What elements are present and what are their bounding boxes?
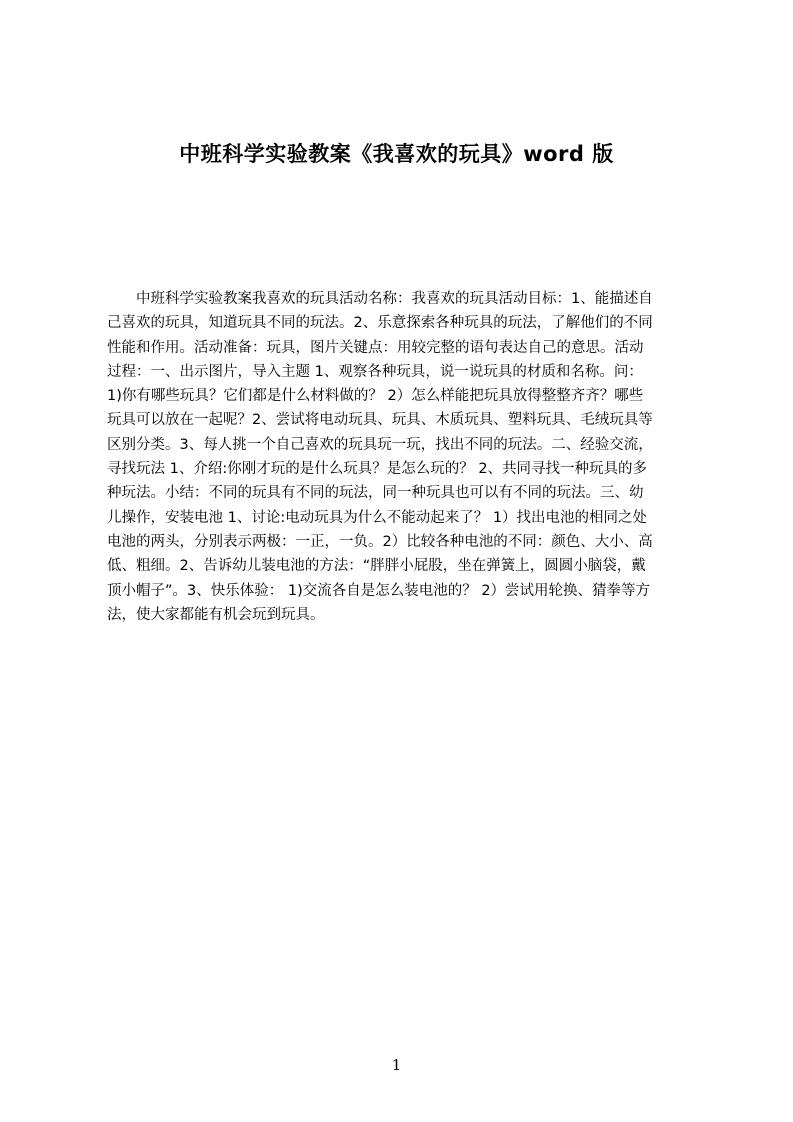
body-line: 1)你有哪些玩具？它们都是什么材料做的？ 2）怎么样能把玩具放得整整齐齐？哪些 [107,388,644,405]
page-number: 1 [391,1056,402,1074]
body-line: 己喜欢的玩具，知道玩具不同的玩法。2、乐意探索各种玩具的玩法，了解他们的不同 [107,315,653,332]
body-line: 顶小帽子”。3、快乐体验： 1)交流各自是怎么装电池的？ 2）尝试用轮换、猜拳等方 [107,582,651,599]
body-line: 玩具可以放在一起呢？2、尝试将电动玩具、玩具、木质玩具、塑料玩具、毛绒玩具等 [107,412,653,429]
body-line: 中班科学实验教案我喜欢的玩具活动名称：我喜欢的玩具活动目标：1、能描述自 [136,291,653,307]
body-line: 寻找玩法 1、介绍:你刚才玩的是什么玩具？是怎么玩的？ 2、共同寻找一种玩具的多 [107,461,648,478]
body-line: 低、粗细。2、告诉幼儿装电池的方法：“胖胖小屁股，坐在弹簧上，圆圆小脑袋，戴 [107,558,646,575]
body-line: 法，使大家都能有机会玩到玩具。 [107,606,325,623]
page-title: 中班科学实验教案《我喜欢的玩具》word 版 [179,142,614,166]
body-line: 儿操作，安装电池 1、讨论:电动玩具为什么不能动起来了？ 1）找出电池的相同之处 [107,509,648,526]
body-line: 电池的两头，分别表示两极：一正，一负。2）比较各种电池的不同：颜色、大小、高 [107,533,653,550]
body-line: 过程：一、出示图片，导入主题 1、观察各种玩具，说一说玩具的材质和名称。问： [107,363,643,380]
body-line: 区别分类。3、每人挑一个自己喜欢的玩具玩一玩，找出不同的玩法。二、经验交流， [107,436,653,453]
body-line: 种玩法。小结：不同的玩具有不同的玩法，同一种玩具也可以有不同的玩法。三、幼 [107,485,644,502]
body-line: 性能和作用。活动准备：玩具，图片关键点：用较完整的语句表达自己的意思。活动 [107,339,644,356]
body-text [107,287,709,627]
